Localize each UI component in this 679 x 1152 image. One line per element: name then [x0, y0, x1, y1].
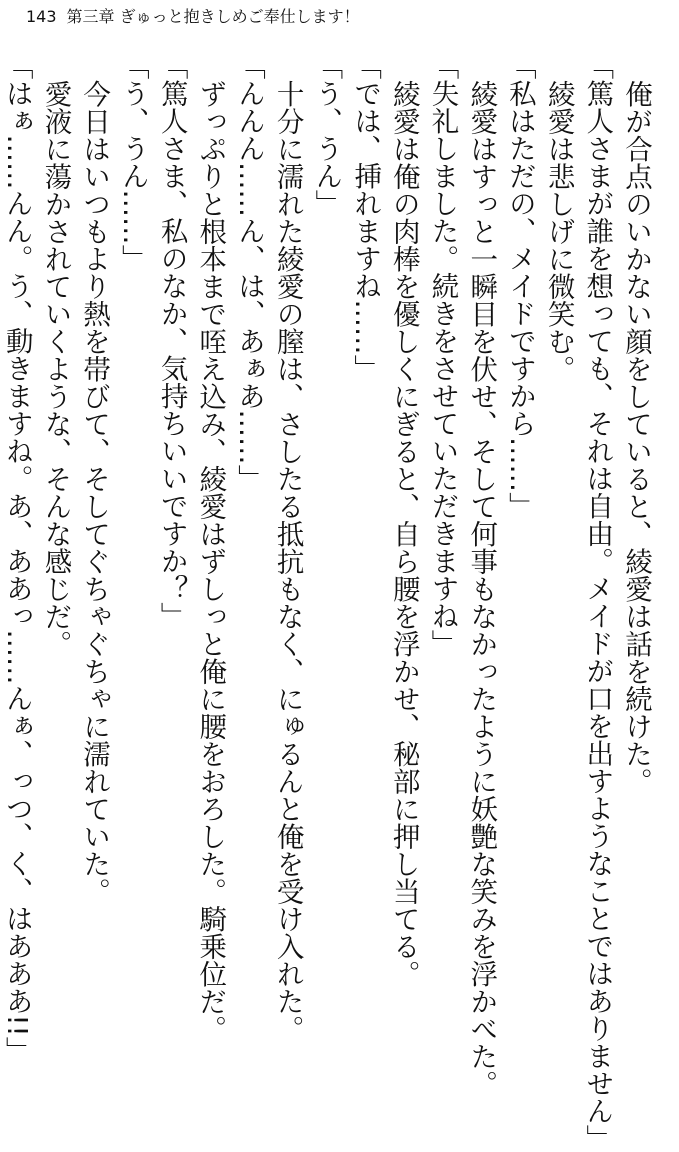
text-line: 綾愛はすっと一瞬目を伏せ、そして何事もなかったように妖艶な笑みを浮かべた。	[465, 79, 498, 1097]
text-line: 十分に濡れた綾愛の膣は、さしたる抵抗もなく、にゅるんと俺を受け入れた。	[271, 79, 304, 1042]
chapter-title: 第三章 ぎゅっと抱きしめご奉仕します！	[66, 7, 360, 26]
text-line: 「篤人さま、私のなか、気持ちいいですか？」	[155, 52, 188, 630]
text-line: 「う、うん」	[310, 52, 343, 217]
text-line: 「んんん……ん、は、あぁあ……」	[232, 52, 265, 492]
text-line: 「はぁ……んん。う、動きますね。あ、ああっ……んぁ、っつ、く、はあああ!!」	[0, 52, 33, 1065]
text-line: 「では、挿れますね……」	[349, 52, 382, 382]
text-line: 「私はただの、メイドですから……」	[503, 52, 536, 520]
page-number: 143	[26, 7, 57, 26]
text-line: ずっぷりと根本まで咥え込み、綾愛はずしっと俺に腰をおろした。騎乗位だ。	[194, 79, 227, 1042]
text-line: 「篤人さまが誰を想っても、それは自由。メイドが口を出すようなことではありません」	[581, 52, 614, 1152]
text-line: 綾愛は悲しげに微笑む。	[542, 79, 575, 382]
text-line: 「う、うん……」	[116, 52, 149, 272]
text-line: 愛液に蕩かされていくような、そんな感じだ。	[39, 79, 72, 657]
running-header	[26, 6, 360, 28]
text-line: 綾愛は俺の肉棒を優しくにぎると、自ら腰を浮かせ、秘部に押し当てる。	[387, 79, 420, 987]
text-line: 今日はいつもより熱を帯びて、そしてぐちゃぐちゃに濡れていた。	[78, 79, 111, 905]
text-line: 「失礼しました。続きをさせていただきますね」	[426, 52, 459, 657]
novel-body-text	[0, 52, 655, 1152]
text-line: 俺が合点のいかない顔をしていると、綾愛は話を続けた。	[620, 79, 652, 795]
